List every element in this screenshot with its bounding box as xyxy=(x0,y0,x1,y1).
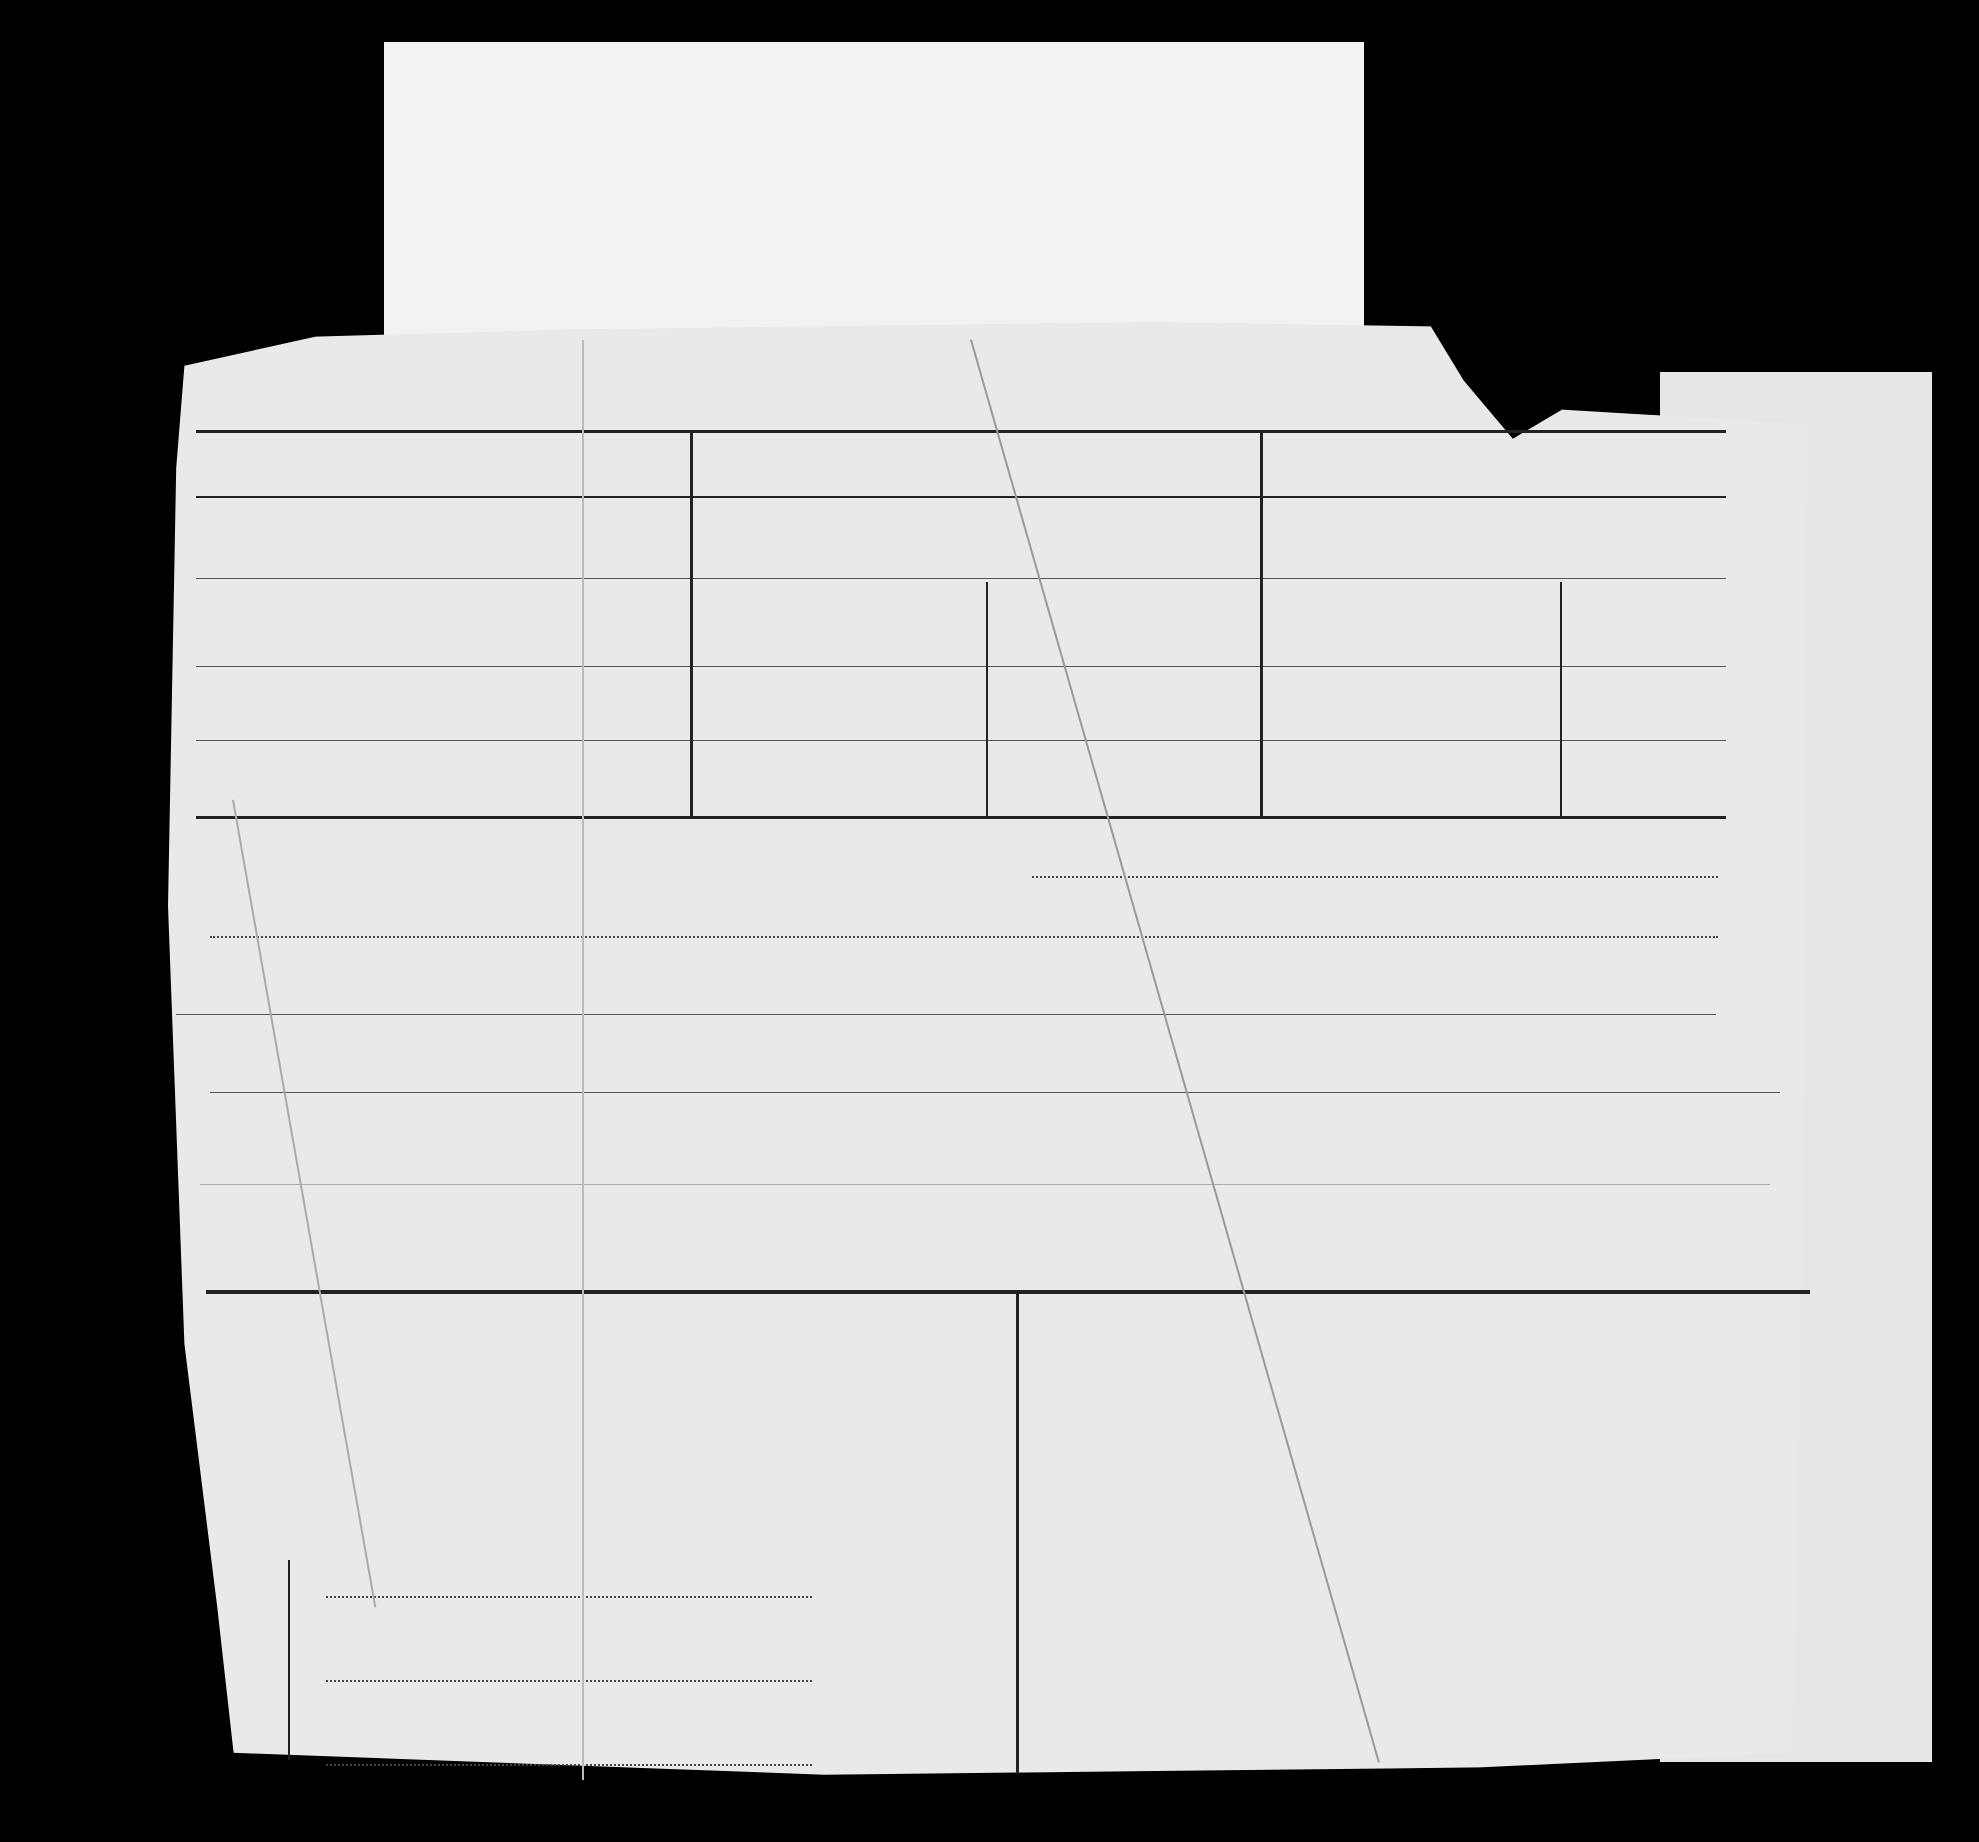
applicant-dotted-line-3 xyxy=(326,1764,812,1766)
documents-dotted-line-1 xyxy=(1032,876,1718,878)
applicant-margin-rule xyxy=(288,1560,290,1760)
row-rule-2 xyxy=(196,666,1726,667)
col-rule-4 xyxy=(1560,582,1562,816)
notes-rule-1 xyxy=(210,1092,1780,1093)
damaged-label-card xyxy=(384,42,1364,342)
signature-divider xyxy=(1016,1294,1019,1774)
row-rule-1 xyxy=(196,578,1726,579)
applicant-dotted-line-1 xyxy=(326,1596,812,1598)
col-rule-3 xyxy=(986,582,988,816)
notes-rule-2 xyxy=(200,1184,1770,1185)
documents-dotted-line-2 xyxy=(210,936,1718,938)
header-rule xyxy=(196,496,1726,498)
col-rule-1 xyxy=(690,432,693,816)
documents-rule xyxy=(176,1014,1716,1015)
registration-form-sheet xyxy=(168,322,1808,1782)
row-rule-3 xyxy=(196,740,1726,741)
table-top-rule xyxy=(196,430,1726,433)
applicant-dotted-line-2 xyxy=(326,1680,812,1682)
signature-top-rule xyxy=(206,1290,1810,1294)
col-rule-2 xyxy=(1260,432,1263,816)
fold-crease-2 xyxy=(582,340,584,1780)
table-bottom-rule xyxy=(196,816,1726,819)
